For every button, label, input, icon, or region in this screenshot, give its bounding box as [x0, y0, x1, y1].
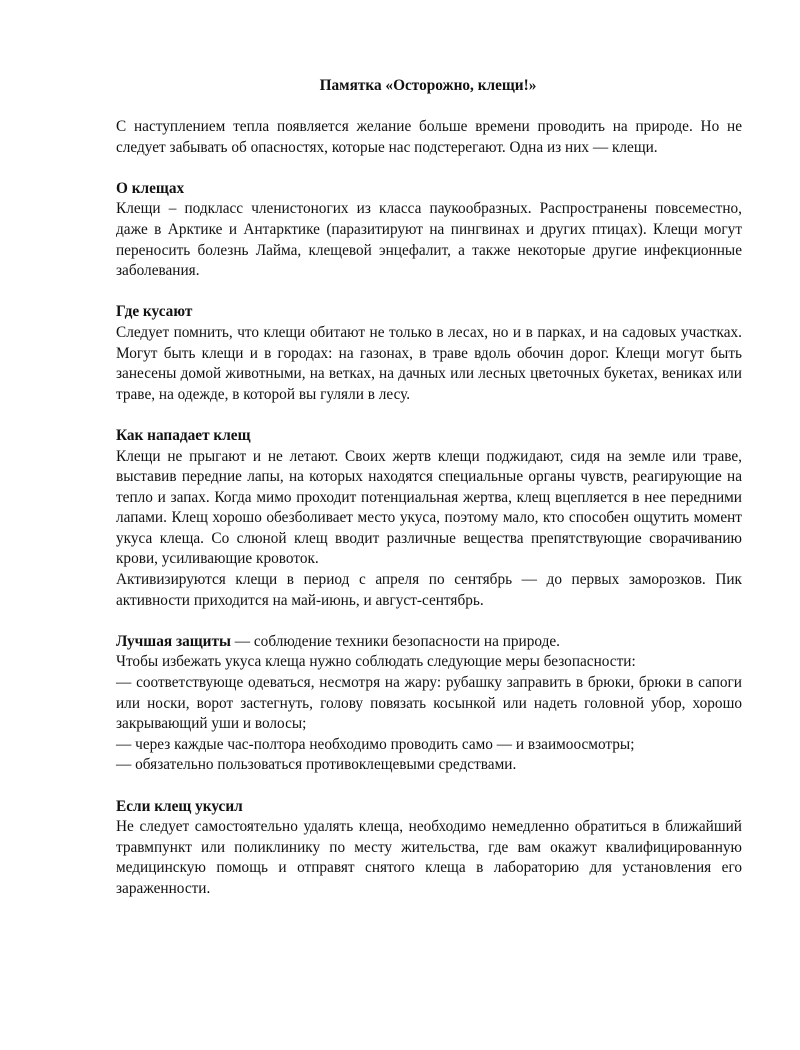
protection-lead: Чтобы избежать укуса клеща нужно соблюдать следующие меры безопасности:: [116, 653, 636, 671]
protection-item: — соответствующе одеваться, несмотря на жару: рубашку заправить в брюки, брюки в сапоги или носки, ворот застегнуть, голову повязать косынкой или надеть головной убор, хорошо закрывающий уши и волосы;: [116, 674, 742, 733]
protection-heading-tail: — соблюдение техники безопасности на природе.: [230, 632, 560, 650]
protection-item: — обязательно пользоваться противоклещевыми средствами.: [116, 756, 517, 774]
intro-paragraph: С наступлением тепла появляется желание больше времени проводить на природе. Но не следует забывать об опасностях, которые нас подстерегают. Одна из них — клещи.: [116, 118, 742, 156]
section-heading-where: Где кусают: [116, 303, 193, 321]
section-text-attack: Клещи не прыгают и не летают. Своих жертв клещи поджидают, сидя на земле или траве, выставив передние лапы, на которых находятся специальные органы чувств, реагирующие на тепло и запах. Когда мимо проходит потенциальная жертва, клещ вцепляется в нее передними лапами. Клещ хорошо обезболивает место укуса, поэтому мало, кто способен ощутить момент укуса клеща. Со слюной клещ вводит различные вещества препятствующие сворачиванию крови, усиливающие кровоток.: [116, 447, 742, 568]
section-text-bitten: Не следует самостоятельно удалять клеща, необходимо немедленно обратиться в ближайший травмпункт или поликлинику по месту жительства, где вам окажут квалифицированную медицинскую помощь и отправят снятого клеща в лабораторию для установления его зараженности.: [116, 818, 742, 897]
section-text-about: Клещи – подкласс членистоногих из класса паукообразных. Распространены повсеместно, даже в Арктике и Антарктике (паразитируют на пингвинах и других птицах). Клещи могут переносить болезнь Лайма, клещевой энцефалит, а также некоторые другие инфекционные заболевания.: [116, 200, 742, 280]
section-heading-bitten: Если клещ укусил: [116, 797, 243, 815]
document-body: [116, 117, 742, 900]
protection-heading-line: [116, 632, 742, 653]
section-heading-protection: Лучшая защиты: [116, 632, 231, 650]
section-heading-attack: Как нападает клещ: [116, 426, 251, 444]
protection-item: — через каждые час-полтора необходимо проводить само — и взаимоосмотры;: [116, 735, 635, 753]
section-text-attack-activity: Активизируются клещи в период с апреля по сентябрь — до первых заморозков. Пик активности приходится на май-июнь, и август-сентябрь.: [116, 571, 742, 609]
section-text-where: Следует помнить, что клещи обитают не только в лесах, но и в парках, и на садовых участках. Могут быть клещи и в городах: на газонах, в траве вдоль обочин дорог. Клещи могут быть занесены домой животными, на ветках, на дачных или лесных цветочных букетах, вениках или траве, на одежде, в которой вы гуляли в лесу.: [116, 323, 742, 403]
page-title: Памятка «Осторожно, клещи!»: [319, 77, 537, 94]
section-heading-about: О клещах: [116, 179, 185, 197]
